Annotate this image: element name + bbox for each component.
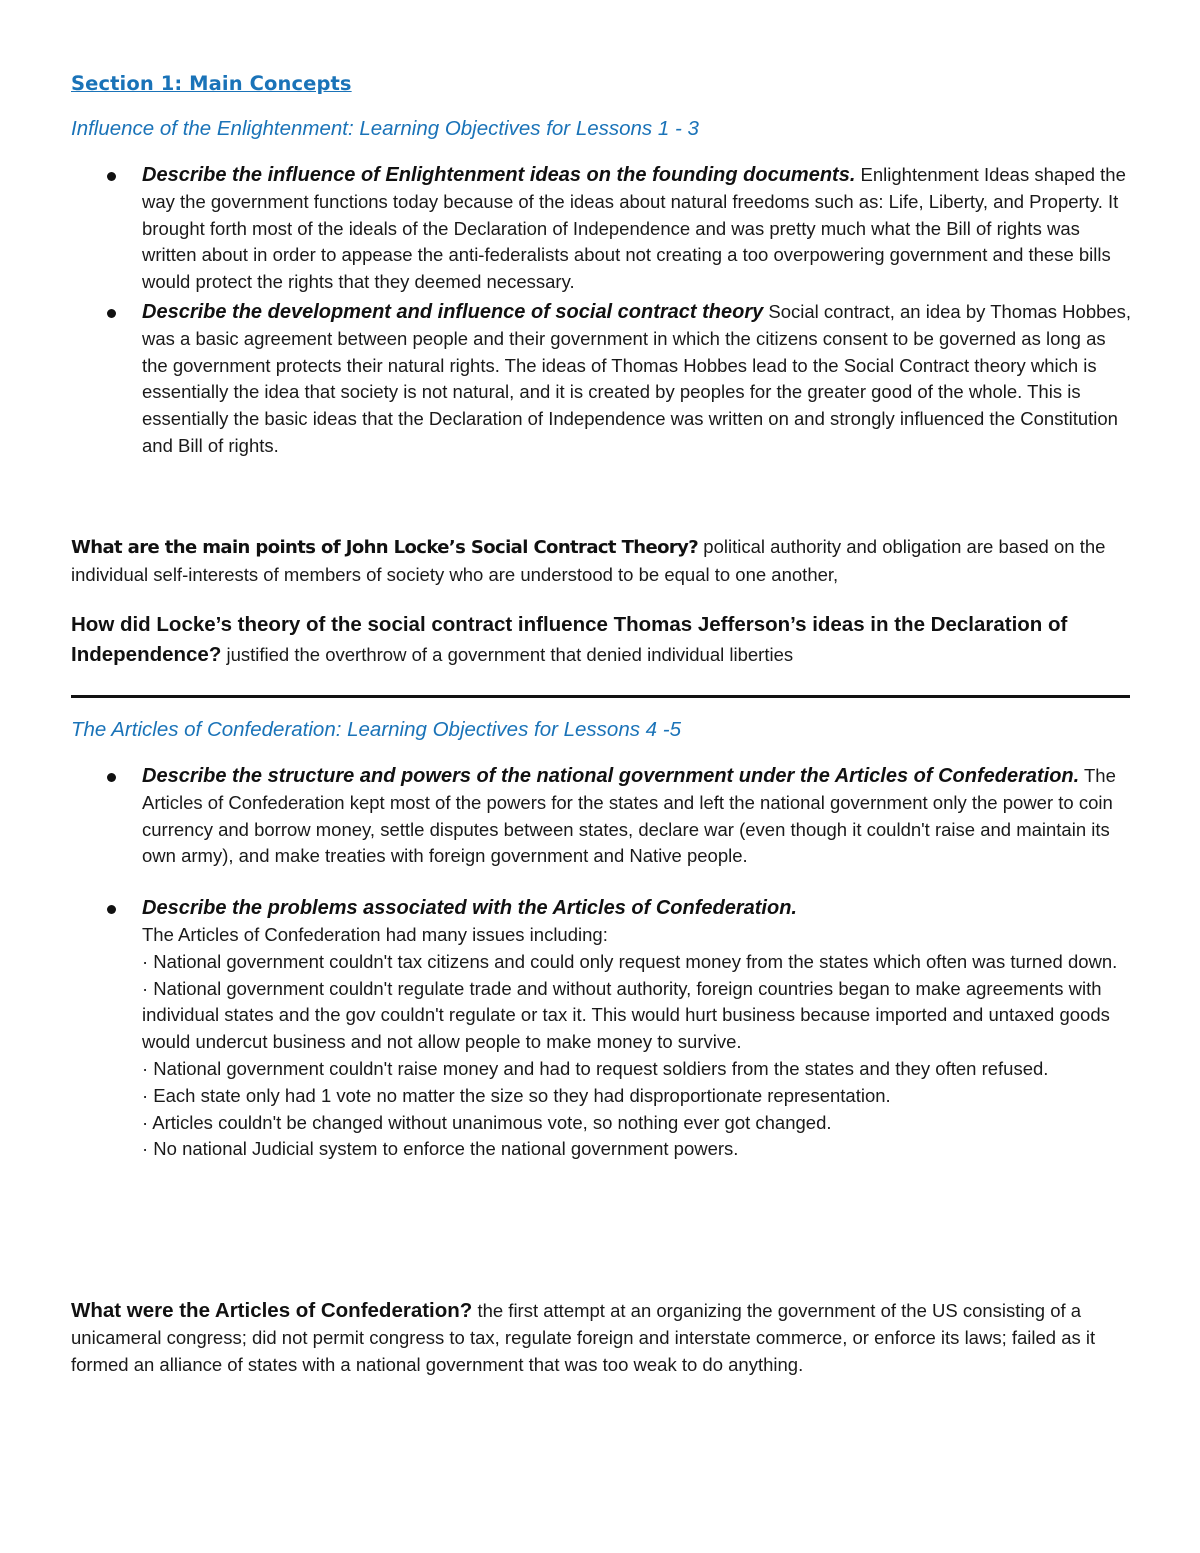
problem-item: · National government couldn't tax citizens and could only request money from the states which often was turned down.: [142, 950, 1118, 972]
question-locke-points: [71, 533, 1131, 588]
objective-lead: Describe the development and influence of social contract theory: [142, 300, 764, 323]
objective-text: Social contract, an idea by Thomas Hobbes, was a basic agreement between people and their government in which the citizens consent to be governed as long as the government protects their natural rights. The ideas of Thomas Hobbes lead to the Social Contract theory which is essentially the idea that society is not natural, and it is created by peoples for the greater good of the whole. This is essentially the basic ideas that the Declaration of Independence was written on and strongly influenced the Constitution and Bill of rights.: [142, 300, 1132, 456]
question-articles: [71, 1297, 1131, 1378]
objective-lead: Describe the problems associated with the Articles of Confederation.: [142, 897, 797, 920]
question-text: What are the main points of John Locke’s Social Contract Theory?: [71, 537, 699, 558]
objective-text: Enlightenment Ideas shaped the way the government functions today because of the ideas about natural freedoms such as: Life, Liberty, and Property. It brought forth most of the ideals of the Declaration of Independence and was pretty much what the Bill of rights was written about in order to appease the anti-federalists about not creating a too overpowering government and these bills would protect the rights that they deemed necessary.: [142, 164, 1126, 293]
question-text: What were the Articles of Confederation?: [71, 1299, 473, 1322]
bullet-icon: [107, 905, 116, 914]
problem-item: · National government couldn't regulate trade and without authority, foreign countries began to make agreements with individual states and the gov couldn't regulate or tax it. This would hurt business because imported and untaxed goods would undercut business and not allow people to make money to survive.: [142, 977, 1110, 1053]
objective-problems: [0, 895, 1132, 1163]
horizontal-divider: [71, 695, 1130, 698]
answer-text: justified the overthrow of a government that denied individual liberties: [221, 643, 794, 665]
articles-objectives: [0, 763, 1200, 1163]
articles-heading: The Articles of Confederation: Learning Objectives for Lessons 4 -5: [71, 718, 682, 741]
problem-item: · Articles couldn't be changed without unanimous vote, so nothing ever got changed.: [142, 1111, 832, 1133]
section-title: Section 1: Main Concepts: [71, 72, 352, 95]
problem-item: · National government couldn't raise money and had to request soldiers from the states and they often refused.: [142, 1057, 1049, 1079]
problems-intro: The Articles of Confederation had many issues including:: [142, 923, 608, 945]
question-text: How did Locke’s theory of the social contract influence Thomas Jefferson’s ideas in the Declaration of Independence?: [71, 613, 1068, 666]
bullet-icon: [107, 773, 116, 782]
question-locke-jefferson: [71, 610, 1131, 669]
bullet-icon: [107, 309, 116, 318]
problem-item: · Each state only had 1 vote no matter the size so they had disproportionate representation.: [142, 1084, 891, 1106]
answer-text: political authority and obligation are based on the individual self-interests of members of society who are understood to be equal to one another,: [71, 536, 1106, 585]
enlightenment-heading: Influence of the Enlightenment: Learning Objectives for Lessons 1 - 3: [71, 117, 699, 140]
objective-lead: Describe the structure and powers of the national government under the Articles of Confederation.: [142, 765, 1080, 787]
objective-structure-powers: [0, 763, 1132, 870]
objective-social-contract: [0, 299, 1132, 460]
bullet-icon: [107, 172, 116, 181]
problem-item: · No national Judicial system to enforce the national government powers.: [142, 1138, 739, 1160]
objective-text: The Articles of Confederation kept most of the powers for the states and left the national government only the power to coin currency and borrow money, settle disputes between states, declare war (even though it couldn't raise and maintain its own army), and make treaties with foreign government and Native people.: [142, 765, 1116, 867]
objective-lead: Describe the influence of Enlightenment ideas on the founding documents.: [142, 164, 856, 186]
enlightenment-objectives: [0, 162, 1200, 460]
objective-enlightenment-ideas: [0, 162, 1132, 296]
answer-text: the first attempt at an organizing the government of the US consisting of a unicameral congress; did not permit congress to tax, regulate foreign and interstate commerce, or enforce its laws; failed as it formed an alliance of states with a national government that was too weak to do anything.: [71, 1300, 1096, 1375]
